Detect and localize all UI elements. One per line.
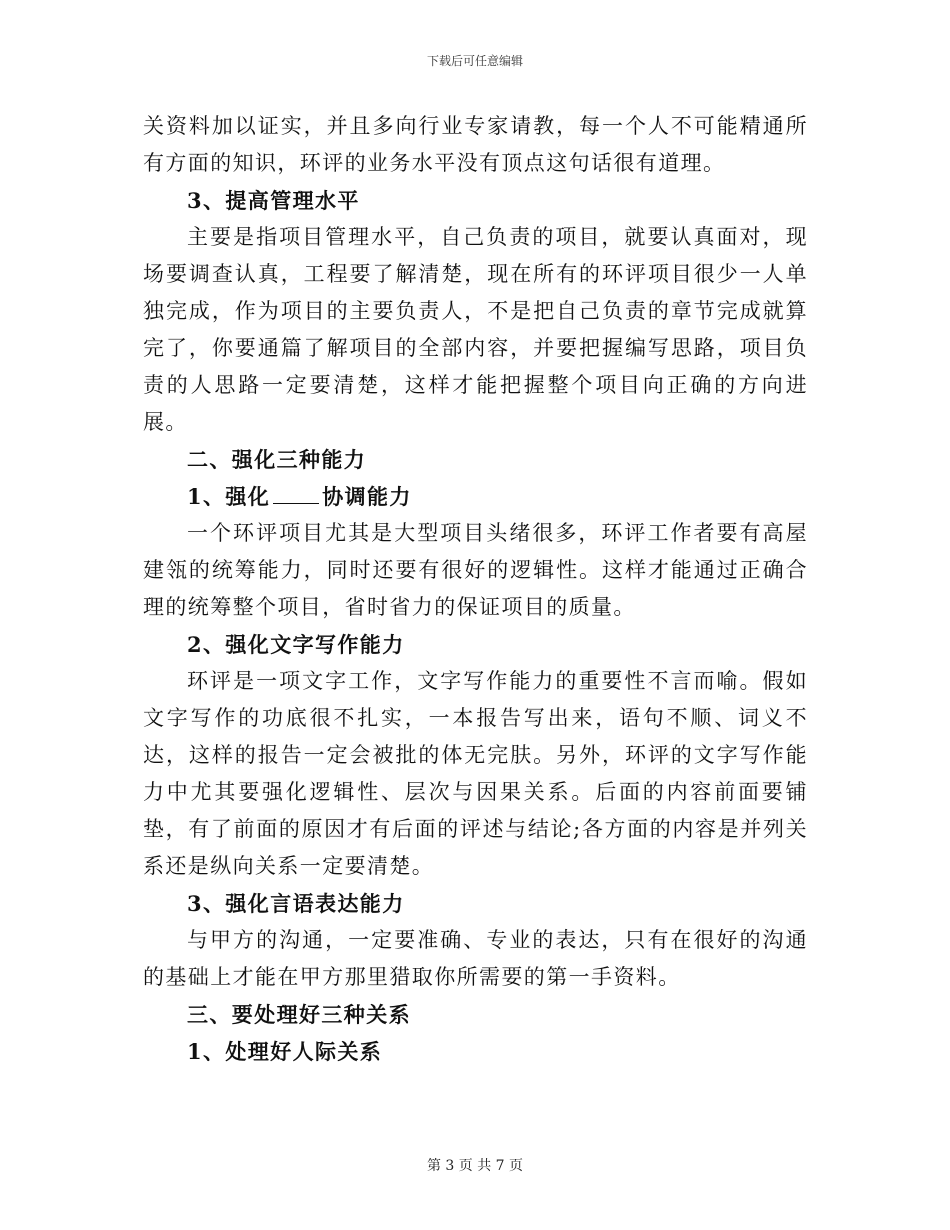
heading-strengthen-three-abilities: 二、强化三种能力 [187,447,367,472]
document-body [143,108,808,1070]
page-header: 下载后可任意编辑 [426,54,523,68]
paragraph-writing: 环评是一项文字工作，文字写作能力的重要性不言而喻。假如文字写作的功底很不扎实，一本报告写出来，语句不顺、词义不达，这样的报告一定会被批的体无完肤。另外，环评的文字写作能力中尤其要强化逻辑性、层次与因果关系。后面的内容前面要铺垫，有了前面的原因才有后面的评述与结论;各方面的内容是并列关系还是纵向关系一定要清楚。 [143,669,808,878]
heading-speech-ability: 3、强化言语表达能力 [187,891,405,916]
paragraph-continuation: 关资料加以证实，并且多向行业专家请教，每一个人不可能精通所有方面的知识，环评的业务水平没有顶点这句话很有道理。 [143,114,808,175]
heading-improve-management: 3、提高管理水平 [187,188,360,213]
heading-interpersonal: 1、处理好人际关系 [187,1039,383,1064]
heading-coordination-suffix: 协调能力 [322,484,412,509]
heading-coordination-ability [143,478,808,515]
page-footer: 第 3 页 共 7 页 [426,1158,524,1174]
blank-underline [273,483,319,504]
paragraph-management: 主要是指项目管理水平，自己负责的项目，就要认真面对，现场要调查认真，工程要了解清楚，现在所有的环评项目很少一人单独完成，作为项目的主要负责人，不是把自己负责的章节完成就算完了，你要通篇了解项目的全部内容，并要把握编写思路，项目负责的人思路一定要清楚，这样才能把握整个项目向正确的方向进展。 [143,225,808,434]
heading-three-relationships: 三、要处理好三种关系 [187,1002,411,1027]
paragraph-speech: 与甲方的沟通，一定要准确、专业的表达，只有在很好的沟通的基础上才能在甲方那里猎取你所需要的第一手资料。 [143,928,808,989]
paragraph-coordination: 一个环评项目尤其是大型项目头绪很多，环评工作者要有高屋建瓴的统筹能力，同时还要有很好的逻辑性。这样才能通过正确合理的统筹整个项目，省时省力的保证项目的质量。 [143,521,808,619]
heading-writing-ability: 2、强化文字写作能力 [187,632,405,657]
heading-coordination-prefix: 1、强化 [187,484,271,509]
